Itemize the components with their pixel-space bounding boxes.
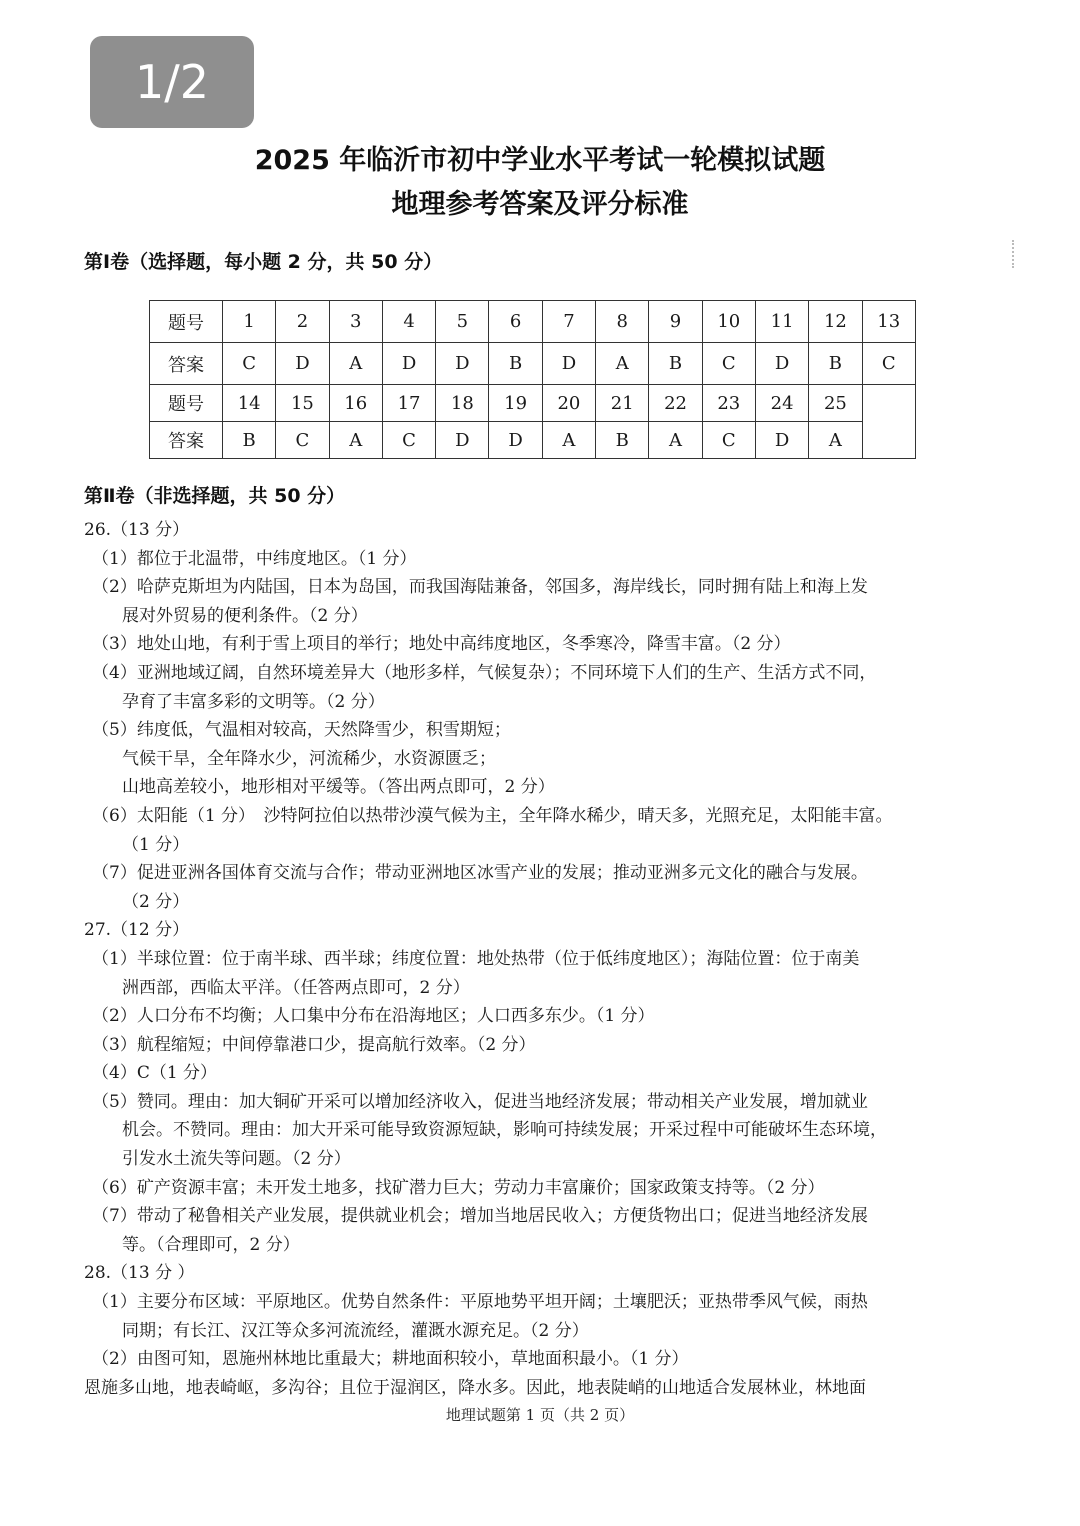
answer-line: 山地高差较小，地形相对平缓等。（答出两点即可，2 分） — [122, 777, 555, 798]
table-cell: 2 — [276, 301, 329, 343]
document-title: 2025 年临沂市初中学业水平考试一轮模拟试题 — [254, 145, 826, 176]
table-row — [150, 301, 916, 343]
table-cell: 18 — [436, 385, 489, 422]
table-cell: 25 — [809, 385, 862, 422]
section-2-title: 第Ⅱ卷（非选择题，共 50 分） — [84, 485, 346, 507]
table-cell: A — [809, 422, 862, 459]
table-row — [150, 343, 916, 385]
table-cell: A — [542, 422, 595, 459]
answer-line: 等。（合理即可，2 分） — [122, 1234, 300, 1255]
answer-line: （4）亚洲地域辽阔，自然环境差异大（地形多样，气候复杂）；不同环境下人们的生产、生活方式不同， — [92, 662, 877, 683]
table-row — [150, 385, 916, 422]
answer-line: 孕育了丰富多彩的文明等。（2 分） — [122, 691, 385, 712]
table-cell: C — [702, 343, 755, 385]
answer-line: （6）太阳能（1 分） 沙特阿拉伯以热带沙漠气候为主，全年降水稀少，晴天多，光照充足，太阳能丰富。 — [92, 805, 893, 826]
answer-line: （3）地处山地，有利于雪上项目的举行；地处中高纬度地区，冬季寒冷，降雪丰富。（2 分） — [92, 634, 791, 655]
answer-line: （1）半球位置：位于南半球、西半球；纬度位置：地处热带（位于低纬度地区）；海陆位置：位于南美 — [92, 948, 860, 969]
answer-line: （1）主要分布区域：平原地区。优势自然条件：平原地势平坦开阔；土壤肥沃；亚热带季风气候，雨热 — [92, 1292, 868, 1313]
table-cell: D — [489, 422, 542, 459]
table-cell: C — [862, 343, 915, 385]
table-cell: 7 — [542, 301, 595, 343]
row-label: 答案 — [150, 343, 223, 385]
table-cell: B — [649, 343, 702, 385]
table-cell: 15 — [276, 385, 329, 422]
table-cell: A — [329, 343, 382, 385]
answer-line: （4）C（1 分） — [92, 1063, 218, 1084]
answer-line: 同期；有长江、汉江等众多河流流经，灌溉水源充足。（2 分） — [122, 1320, 589, 1341]
table-cell: 4 — [382, 301, 435, 343]
question-heading: 27.（12 分） — [84, 920, 190, 941]
table-cell: D — [755, 422, 808, 459]
answer-line: 气候干旱，全年降水少，河流稀少，水资源匮乏； — [122, 748, 496, 769]
table-row — [150, 422, 916, 459]
row-label: 题号 — [150, 301, 223, 343]
question-heading: 恩施多山地，地表崎岖，多沟谷；且位于湿润区，降水多。因此，地表陡峭的山地适合发展林业，林地面 — [84, 1377, 866, 1398]
answer-line: （2）人口分布不均衡；人口集中分布在沿海地区；人口西多东少。（1 分） — [92, 1006, 655, 1027]
row-label: 答案 — [150, 422, 223, 459]
table-cell: 12 — [809, 301, 862, 343]
answer-line: （5）纬度低，气温相对较高，天然降雪少，积雪期短； — [92, 720, 511, 741]
answer-line: （7）促进亚洲各国体育交流与合作；带动亚洲地区冰雪产业的发展；推动亚洲多元文化的融合与发展。 — [92, 863, 868, 884]
answer-table — [149, 300, 916, 459]
answer-line: （2 分） — [122, 891, 190, 912]
answer-line: 引发水土流失等问题。（2 分） — [122, 1149, 351, 1170]
page-footer: 地理试题第 1 页（共 2 页） — [445, 1406, 635, 1424]
table-cell: 8 — [596, 301, 649, 343]
answer-line: （3）航程缩短；中间停靠港口少，提高航行效率。（2 分） — [92, 1034, 536, 1055]
table-cell: 10 — [702, 301, 755, 343]
table-cell: C — [223, 343, 276, 385]
question-heading: 26.（13 分） — [84, 520, 190, 540]
table-cell: D — [276, 343, 329, 385]
answer-line: （5）赞同。理由：加大铜矿开采可以增加经济收入，促进当地经济发展；带动相关产业发展，增加就业 — [92, 1091, 868, 1112]
table-cell: D — [436, 422, 489, 459]
answer-line: 展对外贸易的便利条件。（2 分） — [122, 605, 368, 626]
answer-line: 洲西部，西临太平洋。（任答两点即可，2 分） — [122, 977, 470, 998]
table-cell: A — [649, 422, 702, 459]
scan-artifact-mark — [1012, 240, 1018, 268]
table-cell: 9 — [649, 301, 702, 343]
table-cell: A — [596, 343, 649, 385]
answer-line: （1）都位于北温带，中纬度地区。（1 分） — [92, 548, 417, 569]
answer-line: （1 分） — [122, 834, 190, 855]
table-cell: B — [809, 343, 862, 385]
table-cell: 17 — [382, 385, 435, 422]
table-cell: 16 — [329, 385, 382, 422]
table-cell: 3 — [329, 301, 382, 343]
table-cell: B — [489, 343, 542, 385]
table-cell: 6 — [489, 301, 542, 343]
answer-line: 机会。不赞同。理由：加大开采可能导致资源短缺，影响可持续发展；开采过程中可能破坏生态环境， — [122, 1120, 887, 1141]
table-cell: B — [223, 422, 276, 459]
table-cell: B — [596, 422, 649, 459]
empty-cell — [862, 385, 915, 459]
table-cell: 20 — [542, 385, 595, 422]
table-cell: D — [542, 343, 595, 385]
row-label: 题号 — [150, 385, 223, 422]
table-cell: D — [755, 343, 808, 385]
table-cell: 24 — [755, 385, 808, 422]
table-cell: D — [436, 343, 489, 385]
table-cell: C — [382, 422, 435, 459]
question-heading: 28.（13 分 ） — [84, 1263, 195, 1284]
table-cell: 13 — [862, 301, 915, 343]
table-cell: A — [329, 422, 382, 459]
page-indicator-badge: 1/2 — [90, 36, 254, 128]
table-cell: 22 — [649, 385, 702, 422]
table-cell: 19 — [489, 385, 542, 422]
answer-line: （7）带动了秘鲁相关产业发展，提供就业机会；增加当地居民收入；方便货物出口；促进当地经济发展 — [92, 1206, 868, 1227]
document-subtitle: 地理参考答案及评分标准 — [391, 189, 689, 220]
table-cell: 21 — [596, 385, 649, 422]
table-cell: D — [382, 343, 435, 385]
answer-line: （6）矿产资源丰富；未开发土地多，找矿潜力巨大；劳动力丰富廉价；国家政策支持等。（2 分） — [92, 1177, 825, 1198]
table-cell: 14 — [223, 385, 276, 422]
section-1-title: 第Ⅰ卷（选择题，每小题 2 分，共 50 分） — [84, 251, 443, 273]
table-cell: 5 — [436, 301, 489, 343]
answer-line: （2）由图可知，恩施州林地比重最大；耕地面积较小，草地面积最小。（1 分） — [92, 1349, 689, 1370]
table-cell: 11 — [755, 301, 808, 343]
answer-body — [84, 516, 974, 1402]
table-cell: C — [276, 422, 329, 459]
table-cell: C — [702, 422, 755, 459]
table-cell: 1 — [223, 301, 276, 343]
answer-line: （2）哈萨克斯坦为内陆国，日本为岛国，而我国海陆兼备，邻国多，海岸线长，同时拥有陆上和海上发 — [92, 577, 868, 598]
table-cell: 23 — [702, 385, 755, 422]
